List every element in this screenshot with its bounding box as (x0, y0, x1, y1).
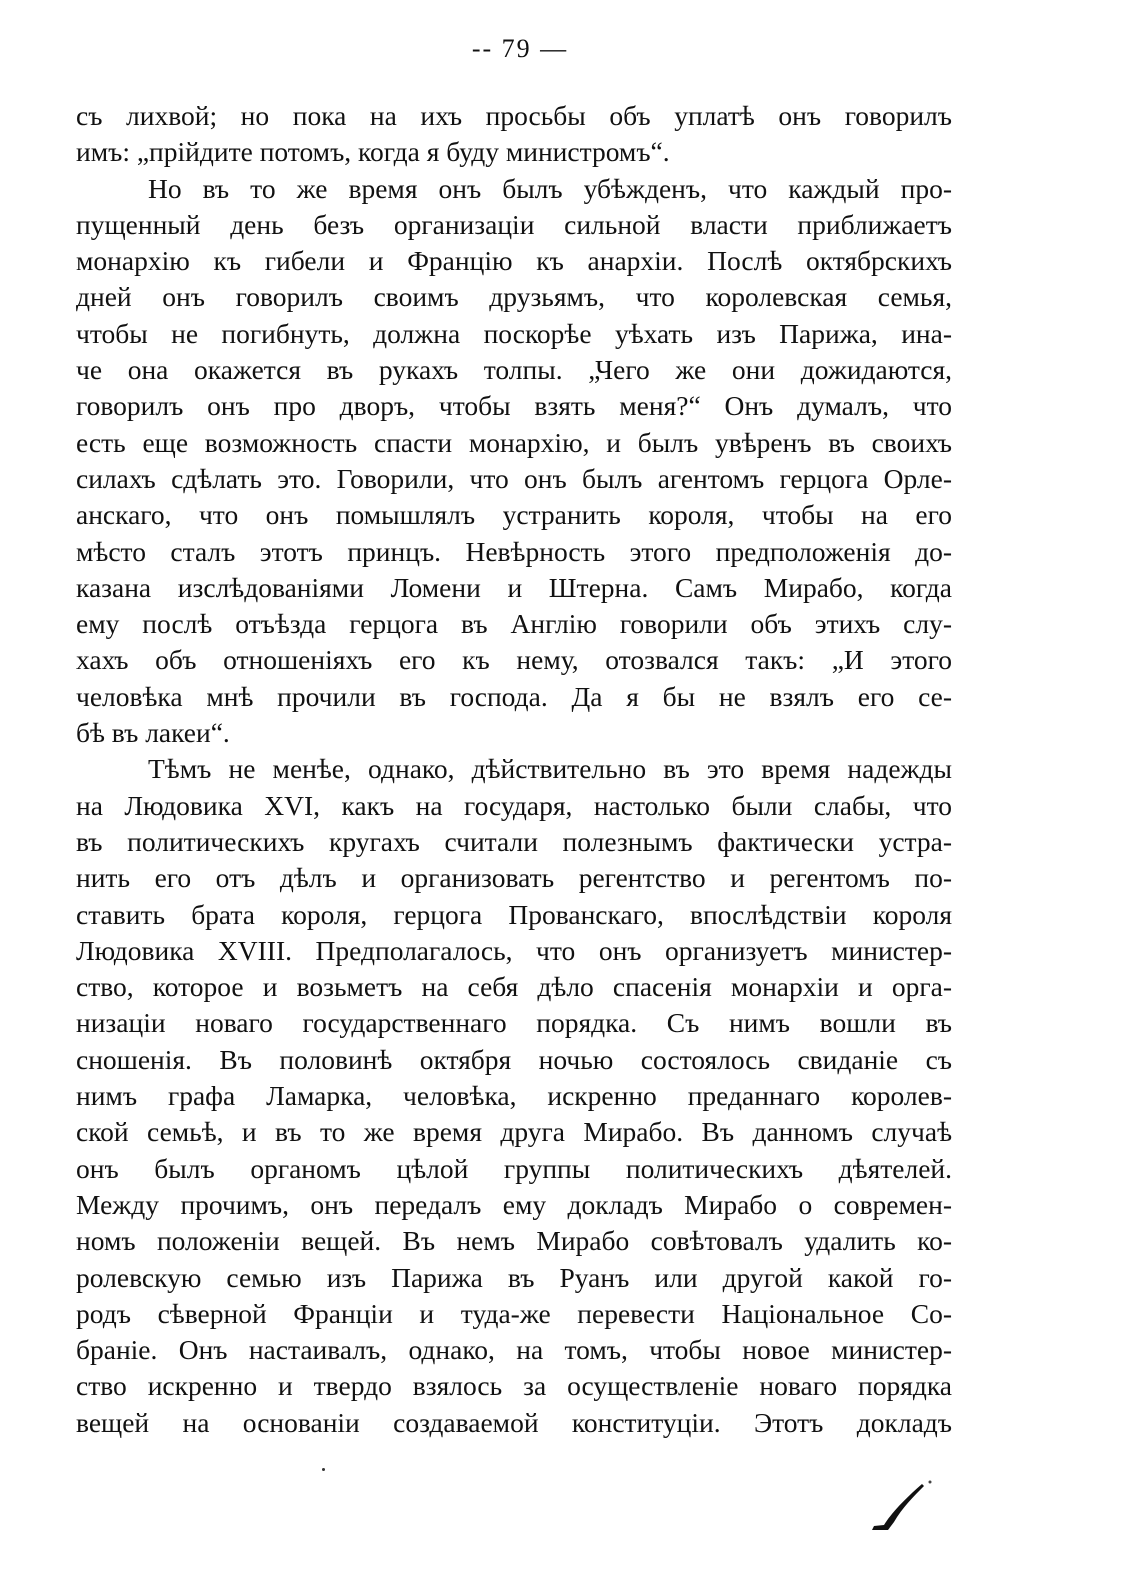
text-line: монархію къ гибели и Францію къ анархіи. Послѣ октябрскихъ (76, 245, 952, 277)
speck-mark (322, 1468, 325, 1471)
text-line: сношенія. Въ половинѣ октября ночью состоялось свиданіе съ (76, 1043, 952, 1075)
text-line: въ политическихъ кругахъ считали полезнымъ фактически устра- (76, 825, 952, 857)
text-line: ской семьѣ, и въ то же время друга Мирабо. Въ данномъ случаѣ (76, 1116, 952, 1148)
text-line: Но въ то же время онъ былъ убѣжденъ, что каждый про- (148, 172, 952, 204)
text-line: нимъ графа Ламарка, человѣка, искренно преданнаго королев- (76, 1080, 952, 1112)
text-line: Между прочимъ, онъ передалъ ему докладъ Мирабо о современ- (76, 1188, 952, 1220)
text-line: силахъ сдѣлать это. Говорили, что онъ былъ агентомъ герцога Орле- (76, 462, 952, 494)
text-line: чтобы не погибнуть, должна поскорѣе уѣхать изъ Парижа, ина- (76, 317, 952, 349)
text-line: ролевскую семью изъ Парижа въ Руанъ или другой какой го- (76, 1261, 952, 1293)
text-line: браніе. Онъ настаивалъ, однако, на томъ, чтобы новое министер- (76, 1334, 952, 1366)
text-line: вещей на основаніи создаваемой конституціи. Этотъ докладъ (76, 1406, 952, 1438)
page-number: -- 79 — (471, 34, 569, 63)
text-line: нить его отъ дѣлъ и организовать регентство и регентомъ по- (76, 862, 952, 894)
text-line: ему послѣ отъѣзда герцога въ Англію говорили объ этихъ слу- (76, 608, 952, 640)
text-line: номъ положеніи вещей. Въ немъ Мирабо совѣтовалъ удалить ко- (76, 1225, 952, 1257)
text-line: говорилъ онъ про дворъ, чтобы взять меня?“ Онъ думалъ, что (76, 390, 952, 422)
body-text (76, 98, 952, 1441)
text-line: хахъ объ отношеніяхъ его къ нему, отозвался такъ: „И этого (76, 644, 952, 676)
text-line: родъ сѣверной Франціи и туда-же перевести Національное Со- (76, 1297, 952, 1329)
text-line: низаціи новаго государственнаго порядка. Съ нимъ вошли въ (76, 1007, 952, 1039)
text-line: ство искренно и твердо взялось за осуществленіе новаго порядка (76, 1370, 952, 1402)
text-line: на Людовика XVI, какъ на государя, настолько были слабы, что (76, 789, 952, 821)
text-line: че она окажется въ рукахъ толпы. „Чего же они дожидаются, (76, 354, 952, 386)
ink-mark-icon (866, 1478, 936, 1538)
text-line: человѣка мнѣ прочили въ господа. Да я бы не взялъ его се- (76, 680, 952, 712)
text-line: ставить брата короля, герцога Прованскаго, впослѣдствіи короля (76, 898, 952, 930)
text-line: бѣ въ лакеи“. (76, 717, 230, 749)
text-line: Людовика XVIII. Предполагалось, что онъ организуетъ министер- (76, 934, 952, 966)
text-line: онъ былъ органомъ цѣлой группы политическихъ дѣятелей. (76, 1152, 952, 1184)
text-line: дней онъ говорилъ своимъ друзьямъ, что королевская семья, (76, 281, 952, 313)
text-line: анскаго, что онъ помышлялъ устранить короля, чтобы на его (76, 499, 952, 531)
text-line: пущенный день безъ организаціи сильной власти приближаетъ (76, 208, 952, 240)
text-line: съ лихвой; но пока на ихъ просьбы объ уплатѣ онъ говорилъ (76, 100, 952, 131)
text-line: ство, которое и возьметъ на себя дѣло спасенія монархіи и орга- (76, 971, 952, 1003)
text-line: есть еще возможность спасти монархію, и былъ увѣренъ въ своихъ (76, 426, 952, 458)
text-line: Тѣмъ не менѣе, однако, дѣйствительно въ это время надежды (148, 753, 952, 785)
text-line: мѣсто сталъ этотъ принцъ. Невѣрность этого предположенія до- (76, 535, 952, 567)
text-line: казана изслѣдованіями Ломени и Штерна. Самъ Мирабо, когда (76, 571, 952, 603)
text-line: имъ: „прійдите потомъ, когда я буду министромъ“. (76, 136, 670, 168)
